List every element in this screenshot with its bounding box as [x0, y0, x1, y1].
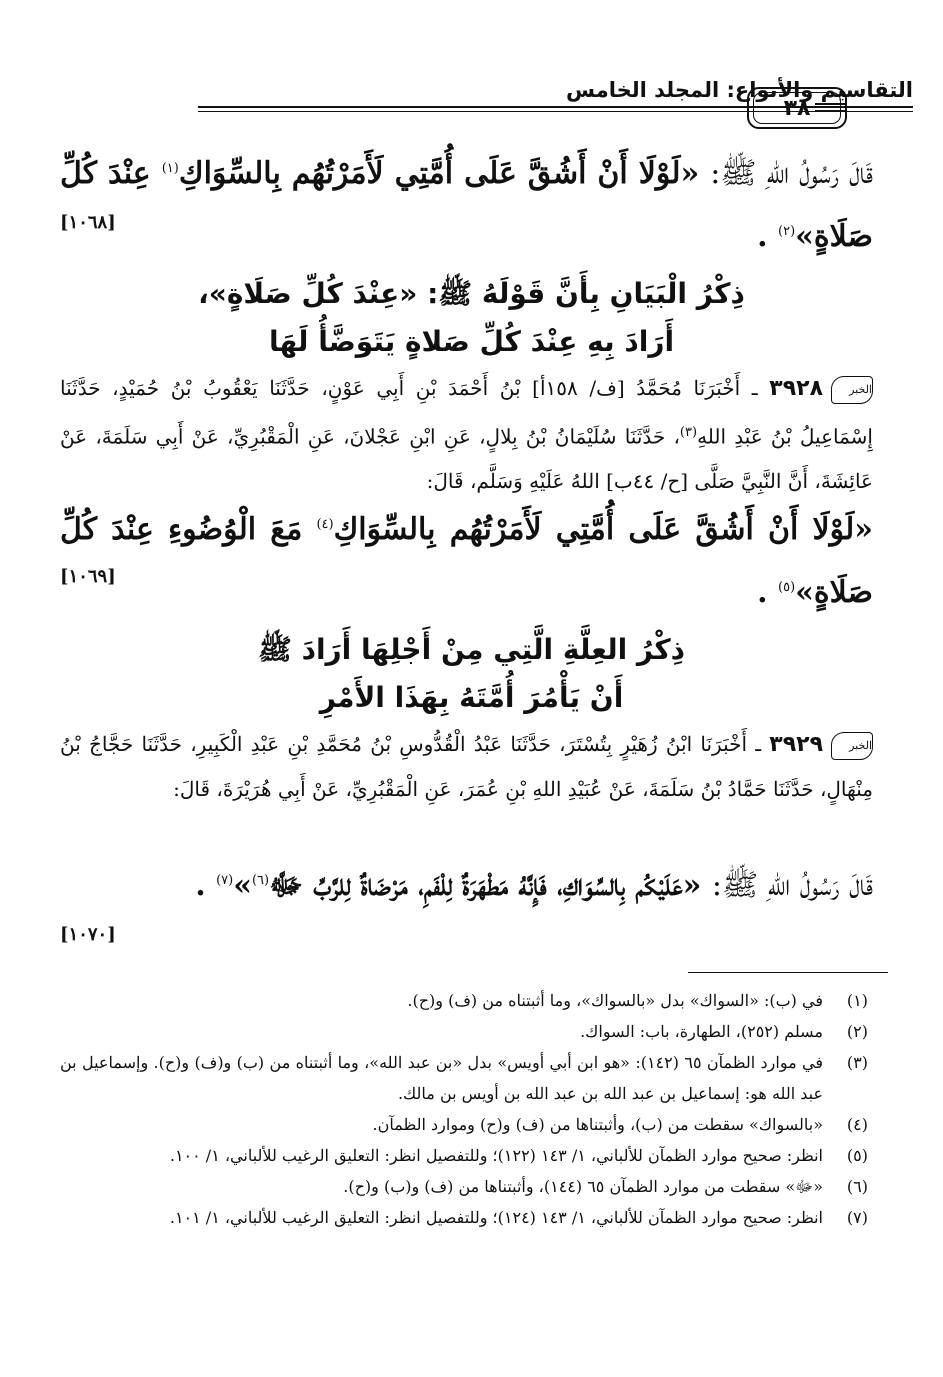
footnote-ref-7[interactable]: (٧) [216, 873, 234, 888]
footnote-number: (٢) [846, 1022, 868, 1041]
section-title-1 [80, 270, 863, 366]
hadith-3928-chain [60, 366, 873, 503]
footnote-number: (٦) [846, 1177, 868, 1196]
page-number: ٣٨ [753, 92, 841, 124]
footnote [60, 1202, 868, 1233]
footnote-text: مسلم (٢٥٢)، الطهارة، باب: السواك. [580, 1022, 823, 1041]
intro-lead: قَالَ رَسُولُ اللهِ ﷺ: [710, 156, 873, 191]
hadith-reference-1069: [١٠٦٩] [60, 566, 116, 587]
footnotes [60, 985, 868, 1233]
hadith-3929-quote-close: » [233, 868, 252, 903]
footnote [60, 985, 868, 1016]
hadith-reference-1068: [١٠٦٨] [60, 212, 116, 233]
footnote [60, 1016, 868, 1047]
footnote-number: (٥) [846, 1146, 868, 1165]
footnote-ref-4[interactable]: (٤) [316, 517, 334, 532]
hadith-3928-text-b: ، حَدَّثَنَا سُلَيْمَانُ بْنُ بِلالٍ، عَنِ ابْنِ عَجْلانَ، عَنِ الْمَقْبُرِيِّ، عَنْ أَبِي سَلَمَةَ، عَنْ عَائِشَةَ، أَنَّ النَّبِيَّ صَلَّى [ح/ ٤٤ب] اللهُ عَلَيْهِ وَسَلَّم، قَالَ: [60, 424, 873, 493]
section-title-1-line-1: ذِكْرُ الْبَيَانِ بِأَنَّ قَوْلَهُ ﷺ: «عِنْدَ كُلِّ صَلَاةٍ»، [198, 277, 745, 310]
page-number-frame [747, 87, 847, 129]
footnote-number: (١) [846, 991, 868, 1010]
footnote-ref-6[interactable]: (٦) [251, 873, 270, 888]
section-title-2-line-1: ذِكْرُ العِلَّةِ الَّتِي مِنْ أَجْلِهَا أَرَادَ ﷺ [258, 633, 685, 666]
footnote-text: في موارد الظمآن ٦٥ (١٤٢): «هو ابن أبي أويس» بدل «بن عبد الله»، وما أثبتناه من (ب) و(ف) و(ح). وإسماعيل بن عبد الله هو: إسماعيل بن عبد الله بن عبد الله بن أويس بن مالك. [60, 1053, 824, 1103]
section-title-2 [80, 626, 863, 722]
hadith-3928-quote-end: مَعَ الْوُضُوءِ عِنْدَ كُلِّ صَلَاةٍ» [60, 512, 873, 610]
page-header [30, 70, 913, 130]
hadith-3929-text: ـ أَخْبَرَنَا ابْنُ زُهَيْرٍ بِتُسْتَرَ، حَدَّثَنَا عَبْدُ الْقُدُّوسِ بْنُ مُحَمَّدِ بْنِ عَبْدِ الْكَبِيرِ، حَدَّثَنَا حَجَّاجُ بْنُ مِنْهَالٍ، حَدَّثَنَا حَمَّادُ بْنُ سَلَمَةَ، عَنْ عُبَيْدِ اللهِ بْنِ عُمَرَ، عَنِ الْمَقْبُرِيِّ، عَنْ أَبِي هُرَيْرَةَ، قَالَ: [60, 732, 873, 801]
hadith-number: ٣٩٢٨ [769, 376, 823, 401]
footnote [60, 1171, 868, 1202]
hadith-3928-matn: «لَوْلَا أَنْ أَشُقَّ عَلَى أُمَّتِي لَأَمَرْتُهُم بِالسِّوَاكِ$^{(٤)}$ مَعَ الْوُضُوءِ عِنْدَ كُلِّ صَلَاةٍ»$^{(٥)}$ . [60, 512, 874, 610]
hadith-number: ٣٩٢٩ [769, 732, 824, 757]
footnote-number: (٤) [846, 1115, 868, 1134]
hadith-3929-chain [60, 722, 873, 811]
section-title-1-line-2: أَرَادَ بِهِ عِنْدَ كُلِّ صَلاةٍ يَتَوَضَّأُ لَهَا [268, 325, 675, 358]
footnote-separator [688, 972, 888, 973]
intro-quote-end: عِنْدَ كُلِّ صَلَاةٍ» [60, 156, 873, 254]
header-rule-left-lower [815, 110, 845, 112]
footnote-number: (٧) [846, 1208, 868, 1227]
header-rule-left [815, 103, 845, 105]
hadith-3929-lead: قَالَ رَسُولُ اللهِ ﷺ: [711, 868, 873, 903]
hadith-3928-text-a: ـ أَخْبَرَنَا مُحَمَّدُ [ف/ ١٥٨أ] بْنُ أَحْمَدَ بْنِ أَبِي عَوْنٍ، حَدَّثَنَا يَعْقُوبُ بْنُ حُمَيْدٍ، حَدَّثَنَا إِسْمَاعِيلُ بْنُ عَبْدِ اللهِ [60, 376, 873, 449]
footnote-ref-3[interactable]: (٣) [679, 425, 698, 440]
footnote-text: في (ب): «السواك» بدل «بالسواك»، وما أثبتناه من (ف) و(ح). [407, 991, 823, 1010]
footnote-text: انظر: صحيح موارد الظمآن للألباني، ١/ ١٤٣ (١٢٤)؛ وللتفصيل انظر: التعليق الرغيب للألباني، ١/ ١٠١. [169, 1208, 823, 1227]
khabar-badge-icon: الخبر [831, 376, 873, 404]
footnote [60, 1109, 868, 1140]
footnote-ref-1[interactable]: (١) [161, 161, 179, 176]
hadith-reference-1070: [١٠٧٠] [60, 924, 116, 945]
footnote-text: «ﷻ» سقطت من موارد الظمآن ٦٥ (١٤٤)، وأثبتناها من (ف) و(ب) و(ح). [343, 1177, 823, 1196]
intro-quote: «لَوْلَا أَنْ أَشُقَّ عَلَى أُمَّتِي لَأَمَرْتُهُم بِالسِّوَاكِ [178, 156, 700, 191]
footnote-ref-2[interactable]: (٢) [778, 224, 796, 239]
intro-paragraph: قَالَ رَسُولُ اللهِ ﷺ: «لَوْلَا أَنْ أَشُقَّ عَلَى أُمَّتِي لَأَمَرْتُهُم بِالسِّوَاكِ$^{(١)}$ عِنْدَ كُلِّ صَلَاةٍ»$^{(٢)}$ . [60, 156, 873, 254]
khabar-badge-icon: الخبر [831, 732, 873, 760]
footnote-text: «بالسواك» سقطت من (ب)، وأثبتناها من (ف) و(ح) وموارد الظمآن. [372, 1115, 823, 1134]
footnote [60, 1047, 868, 1109]
section-title-2-line-2: أَنْ يَأْمُرَ أُمَّتَهُ بِهَذَا الأَمْرِ [319, 681, 624, 714]
footnote [60, 1140, 868, 1171]
footnote-text: انظر: صحيح موارد الظمآن للألباني، ١/ ١٤٣ (١٢٢)؛ وللتفصيل انظر: التعليق الرغيب للألباني، ١/ ١٠٠. [169, 1146, 823, 1165]
footnote-ref-5[interactable]: (٥) [778, 580, 796, 595]
running-title: التقاسيم والأنواع: المجلد الخامس [566, 78, 913, 102]
hadith-3929-quote: «عَلَيْكُم بِالسِّوَاكِ، فَإِنَّهُ مَطْهَرَةٌ لِلْفَمِ، مَرْضَاةٌ لِلرَّبِّ ﷻ [269, 868, 702, 903]
hadith-3929-matn: قَالَ رَسُولُ اللهِ ﷺ: «عَلَيْكُم بِالسِّوَاكِ، فَإِنَّهُ مَطْهَرَةٌ لِلْفَمِ، مَرْضَاةٌ لِلرَّبِّ ﷻ$^{(٦)}$»$^{(٧)}$ . [195, 868, 873, 903]
footnote-number: (٣) [846, 1053, 868, 1072]
hadith-3928-quote: «لَوْلَا أَنْ أَشُقَّ عَلَى أُمَّتِي لَأَمَرْتُهُم بِالسِّوَاكِ [333, 512, 874, 547]
